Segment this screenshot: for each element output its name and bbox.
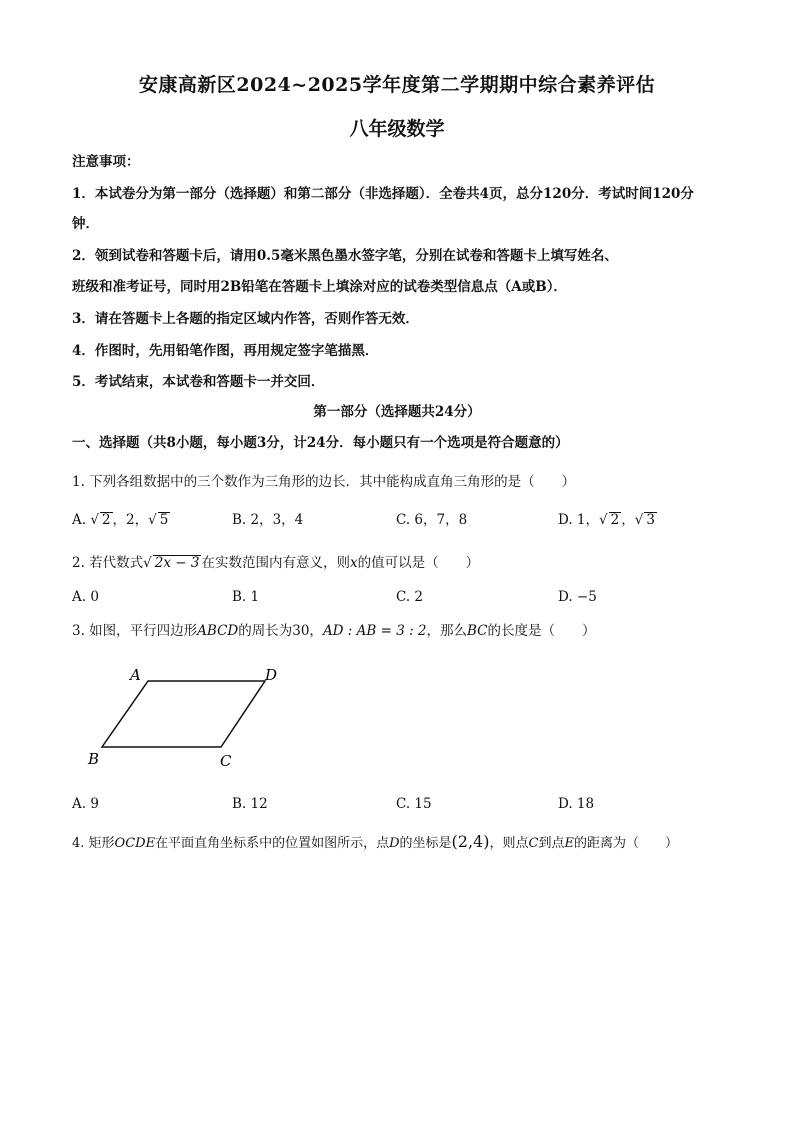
shape-name: OCDE	[114, 836, 156, 851]
point-name: D	[389, 836, 400, 851]
q3-option-a: A. 9	[72, 796, 99, 812]
q2-option-c: C. 2	[396, 589, 424, 605]
q1-option-b: B. 2，3，4	[232, 512, 304, 528]
notes-heading: 注意事项：	[72, 154, 140, 170]
q2-option-b: B. 1	[232, 589, 260, 605]
vertex-label-a: A	[130, 666, 141, 684]
variable: x	[349, 555, 358, 571]
section-heading: 一、选择题（共8小题，每小题3分，计24分．每小题只有一个选项是符合题意的）	[72, 435, 569, 451]
exam-subject: 八年级数学	[349, 118, 445, 140]
q3-option-d: D. 18	[558, 796, 595, 812]
stem-text: 2. 若代数式	[72, 555, 144, 571]
stem-text: 4. 矩形	[72, 836, 115, 851]
question-2-stem: 2. 若代数式√ 2x − 3 在实数范围内有意义，则x的值可以是（ ）	[72, 555, 480, 571]
vertex-label-d: D	[265, 666, 278, 684]
stem-text: ，那么	[426, 623, 468, 639]
note-line: 班级和准考证号，同时用2B铅笔在答题卡上填涂对应的试卷类型信息点（A或B）．	[72, 279, 567, 295]
q3-option-b: B. 12	[232, 796, 268, 812]
shape-name: ABCD	[197, 623, 239, 639]
question-4-stem	[72, 832, 678, 851]
part-one-title: 第一部分（选择题共24分）	[313, 404, 481, 420]
point-name: E	[564, 836, 574, 851]
q1-option-a: A. √ 2 ，2，√ 5	[72, 512, 169, 528]
parallelogram-figure	[80, 662, 290, 772]
note-line: 5．考试结束，本试卷和答题卡一并交回．	[72, 374, 325, 390]
coordinate: (2,4)	[451, 832, 490, 851]
stem-text: ，则点	[489, 836, 529, 851]
stem-text: 3. 如图，平行四边形	[72, 623, 198, 639]
sqrt-value: 2	[101, 512, 111, 528]
stem-text: 到点	[538, 836, 565, 851]
q3-option-c: C. 15	[396, 796, 432, 812]
stem-text: 的长度是（ ）	[487, 623, 596, 639]
note-line: 4．作图时，先用铅笔作图，再用规定签字笔描黑．	[72, 343, 379, 359]
note-line: 1．本试卷分为第一部分（选择题）和第二部分（非选择题）．全卷共4页，总分120分．考试时间120分	[72, 186, 694, 202]
q1-option-d: D. 1，√ 2 ，√ 3	[558, 512, 655, 528]
stem-text: 的坐标是	[399, 836, 452, 851]
note-line: 钟．	[72, 216, 99, 232]
sqrt-value: 5	[159, 512, 169, 528]
question-1-stem: 1. 下列各组数据中的三个数作为三角形的边长．其中能构成直角三角形的是（ ）	[72, 474, 576, 490]
parallelogram-shape	[102, 681, 265, 747]
note-line: 3．请在答题卡上各题的指定区域内作答，否则作答无效．	[72, 311, 419, 327]
separator: ，2，	[112, 512, 149, 528]
note-line: 2．领到试卷和答题卡后，请用0.5毫米黑色墨水签字笔，分别在试卷和答题卡上填写姓名、	[72, 248, 618, 264]
stem-text: 的值可以是（ ）	[357, 555, 480, 571]
radicand: 2x − 3	[154, 555, 200, 571]
stem-text: 在实数范围内有意义，则	[201, 555, 350, 571]
q2-option-a: A. 0	[72, 589, 99, 605]
separator: ，	[621, 512, 635, 528]
stem-text: 的周长为30，	[238, 623, 323, 639]
sqrt-value: 3	[646, 512, 655, 528]
option-letter: A.	[72, 512, 87, 528]
stem-text: 的距离为（ ）	[573, 836, 678, 851]
sqrt-value: 2	[610, 512, 620, 528]
vertex-label-b: B	[88, 750, 100, 768]
q1-option-c: C. 6，7，8	[396, 512, 468, 528]
vertex-label-c: C	[220, 752, 232, 770]
segment: BC	[467, 623, 488, 639]
q2-option-d: D. −5	[558, 589, 597, 605]
ratio: AD : AB = 3 : 2	[322, 623, 427, 639]
exam-title: 安康高新区2024~2025学年度第二学期期中综合素养评估	[138, 74, 656, 96]
stem-text: 在平面直角坐标系中的位置如图所示，点	[155, 836, 390, 851]
point-name: C	[528, 836, 539, 851]
option-prefix: D. 1，	[558, 512, 600, 528]
question-3-stem	[72, 619, 596, 639]
